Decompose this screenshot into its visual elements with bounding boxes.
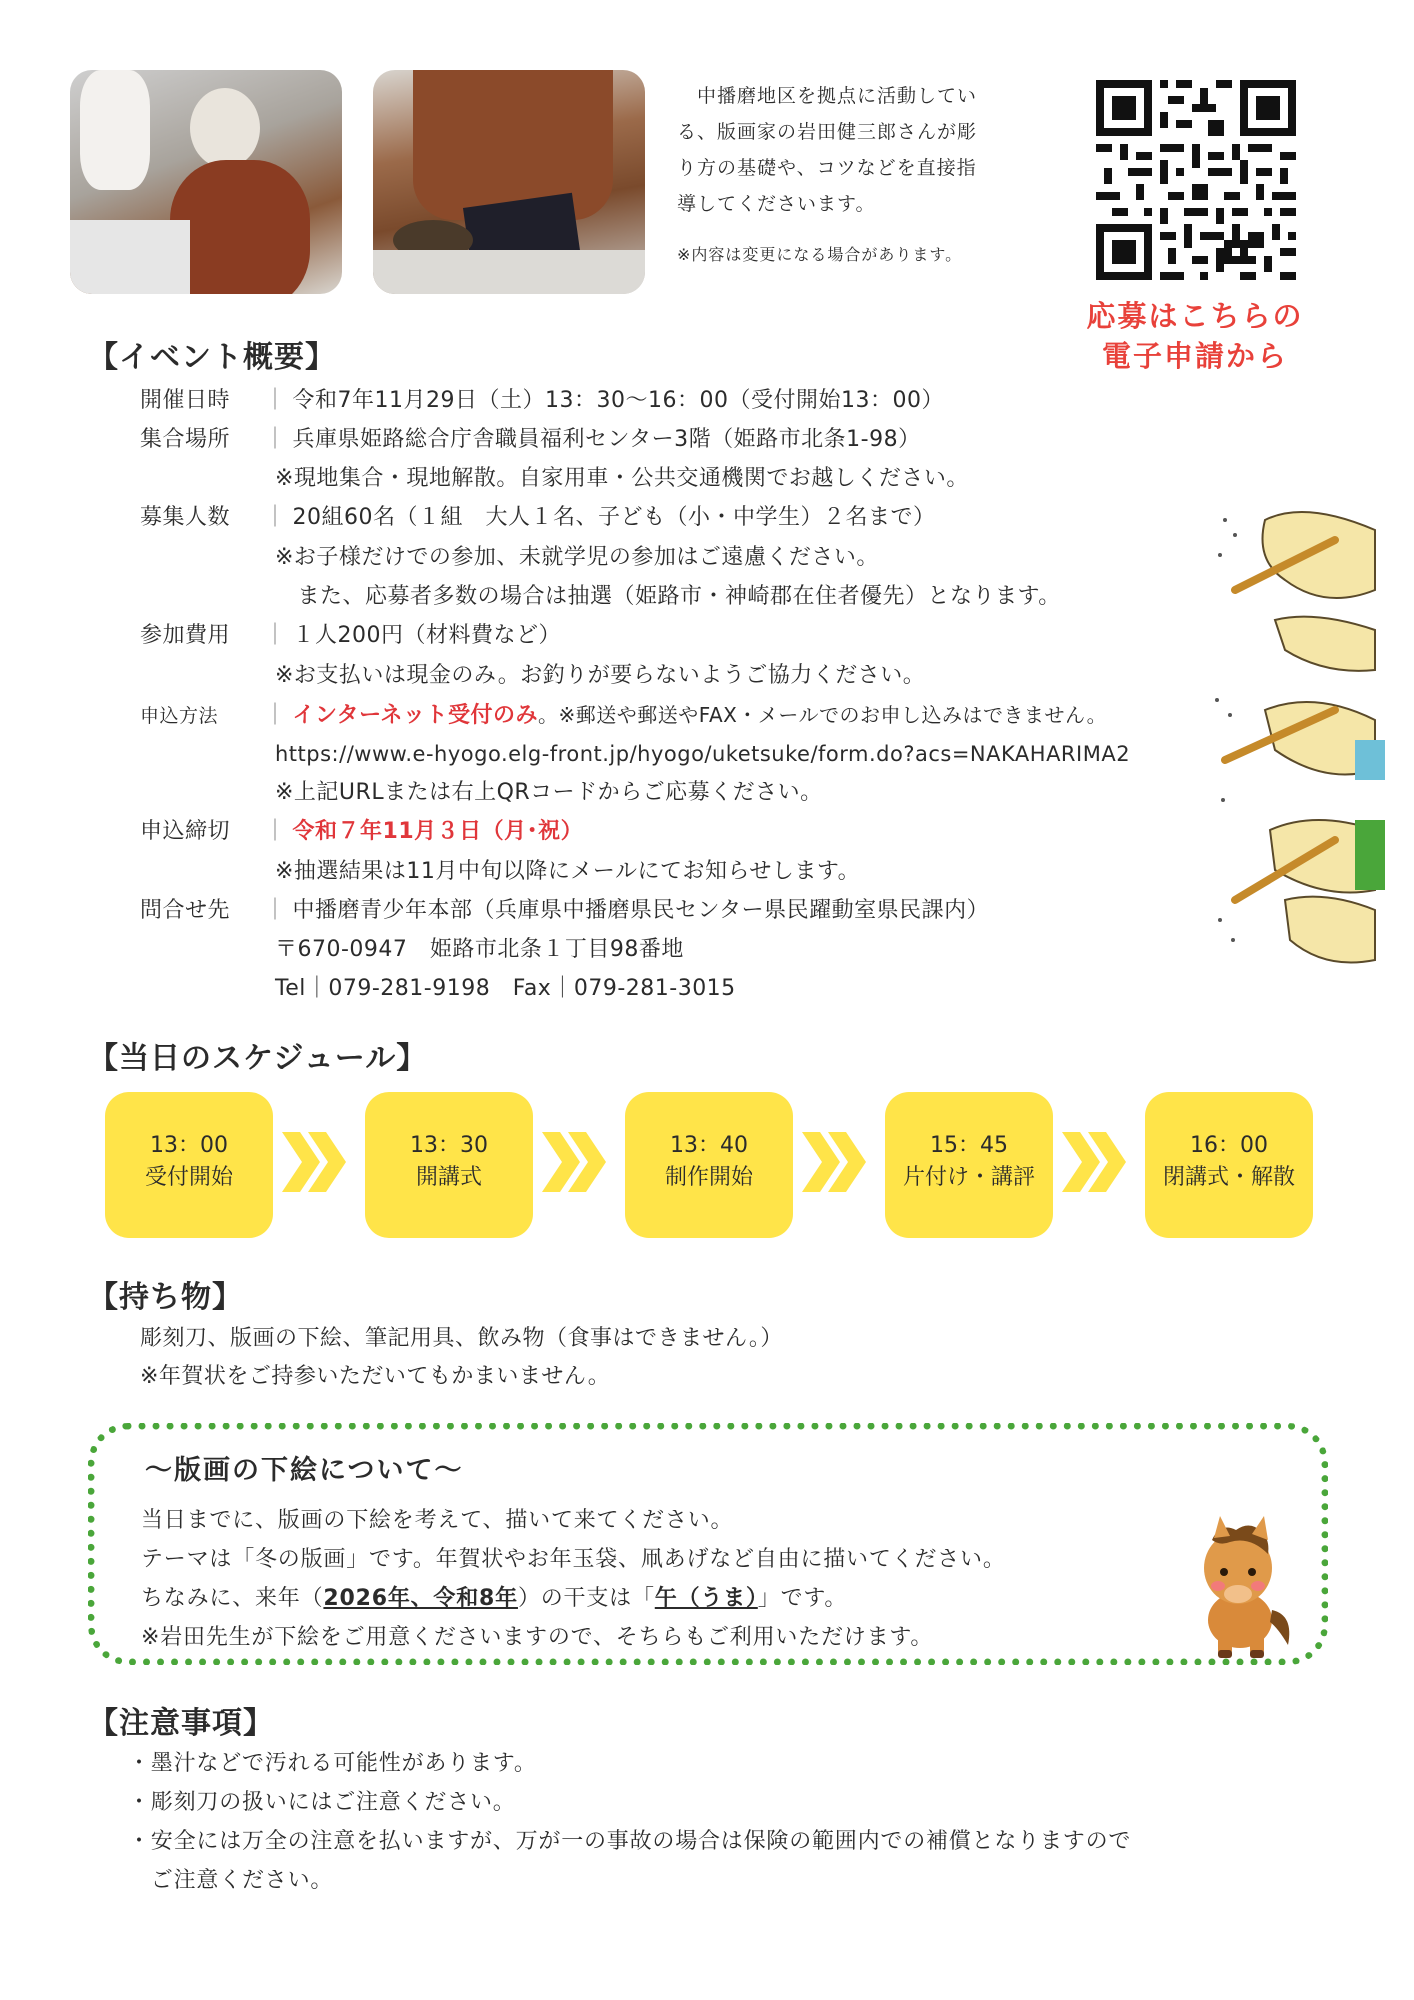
workshop-photo-2 <box>373 70 645 294</box>
event-fee-label: 参加費用 <box>140 623 231 648</box>
separator: ｜ <box>264 623 287 648</box>
schedule-label: 開講式 <box>415 1165 482 1190</box>
apply-cta-line: 応募はこちらの <box>1086 299 1304 333</box>
separator: ｜ <box>264 427 287 452</box>
items-line: ※年賀状をご持参いただいてもかまいません。 <box>140 1364 611 1389</box>
event-overview-title: 【イベント概要】 <box>88 340 336 375</box>
event-contact-value: 中播磨青少年本部（兵庫県中播磨県民センター県民躍動室県民課内） <box>292 898 990 923</box>
chevron-right-icon <box>282 1132 362 1192</box>
event-capacity-note: また、応募者多数の場合は抽選（姫路市・神崎郡在住者優先）となります。 <box>275 584 1061 609</box>
event-deadline-note: ※抽選結果は11月中旬以降にメールにてお知らせします。 <box>275 859 861 884</box>
chevron-right-icon <box>542 1132 622 1192</box>
sketch-info-title: ～版画の下絵について～ <box>145 1455 464 1486</box>
notes-line: ・墨汁などで汚れる可能性があります。 <box>128 1751 537 1776</box>
intro-line: る、版画家の岩田健三郎さんが彫 <box>677 121 978 143</box>
separator: ｜ <box>264 819 287 844</box>
schedule-time: 13：30 <box>410 1133 488 1158</box>
notes-body <box>128 1744 1131 1900</box>
event-contact-phone: Tel｜079-281-9198 Fax｜079-281-3015 <box>275 976 736 1001</box>
intro-line: 中播磨地区を拠点に活動してい <box>677 85 978 107</box>
text-segment: 」です。 <box>757 1586 848 1611</box>
schedule-label: 制作開始 <box>664 1165 753 1190</box>
event-place-row <box>140 425 921 455</box>
schedule-time: 16：00 <box>1190 1133 1268 1158</box>
event-method-label: 申込方法 <box>140 705 219 727</box>
apply-cta-line: 電子申請から <box>1101 339 1288 373</box>
event-contact-address: 〒670-0947 姫路市北条１丁目98番地 <box>275 937 684 962</box>
event-deadline-value: 令和７年11月３日（月･祝） <box>292 819 584 844</box>
event-capacity-label: 募集人数 <box>140 505 231 530</box>
event-capacity-value: 20組60名（１組 大人１名、子ども（小・中学生）２名まで） <box>292 505 936 530</box>
schedule-step <box>625 1092 793 1238</box>
event-date-value: 令和7年11月29日（土）13：30～16：00（受付開始13：00） <box>292 388 944 413</box>
chevron-right-icon <box>802 1132 882 1192</box>
schedule-title: 【当日のスケジュール】 <box>88 1041 428 1076</box>
separator: ｜ <box>264 505 287 530</box>
schedule-label: 片付け・講評 <box>902 1165 1035 1190</box>
chevron-right-icon <box>1062 1132 1142 1192</box>
event-method-row <box>140 700 1107 731</box>
workshop-photo-1 <box>70 70 342 294</box>
schedule-time: 13：40 <box>670 1133 748 1158</box>
event-fee-note: ※お支払いは現金のみ。お釣りが要らないようご協力ください。 <box>275 663 926 688</box>
schedule-label: 閉講式・解散 <box>1162 1165 1295 1190</box>
schedule-time: 13：00 <box>150 1133 228 1158</box>
zodiac-highlight: 午（うま） <box>654 1586 758 1611</box>
separator: ｜ <box>264 703 287 728</box>
schedule-step <box>1145 1092 1313 1238</box>
event-method-value: 。※郵送や郵送やFAX・メールでのお申し込みはできません。 <box>538 703 1108 727</box>
intro-line: 導してくださいます。 <box>677 193 876 215</box>
separator: ｜ <box>264 898 287 923</box>
notes-line: ご注意ください。 <box>128 1868 334 1893</box>
sketch-info-box <box>88 1423 1328 1665</box>
internet-only-notice: インターネット受付のみ <box>292 703 539 728</box>
notes-line: ・安全には万全の注意を払いますが、万が一の事故の場合は保険の範囲内での補償となりますので <box>128 1829 1132 1854</box>
notes-title: 【注意事項】 <box>88 1706 274 1741</box>
event-capacity-note: ※お子様だけでの参加、未就学児の参加はご遠慮ください。 <box>275 545 879 570</box>
event-date-label: 開催日時 <box>140 388 231 413</box>
items-title: 【持ち物】 <box>88 1280 243 1315</box>
event-deadline-row <box>140 817 583 847</box>
intro-text <box>677 78 1047 222</box>
items-body <box>140 1320 783 1396</box>
event-contact-label: 問合せ先 <box>140 898 231 923</box>
application-url-link[interactable]: https://www.e-hyogo.elg-front.jp/hyogo/uketsuke/form.do?acs=NAKAHARIMA2 <box>275 742 1131 766</box>
intro-line: り方の基礎や、コツなどを直接指 <box>677 157 977 179</box>
event-method-note: ※上記URLまたは右上QRコードからご応募ください。 <box>275 780 823 805</box>
event-place-value: 兵庫県姫路総合庁舎職員福利センター3階（姫路市北条1-98） <box>292 427 921 452</box>
intro-note: ※内容は変更になる場合があります。 <box>677 245 963 264</box>
schedule-label: 受付開始 <box>144 1165 233 1190</box>
pony-illustration <box>1190 1510 1300 1660</box>
apply-here-callout <box>1070 296 1320 376</box>
schedule-step <box>365 1092 533 1238</box>
carving-hands-illustration <box>1205 500 1385 980</box>
event-contact-row <box>140 896 989 926</box>
event-capacity-row <box>140 503 936 533</box>
event-fee-value: １人200円（材料費など） <box>292 623 562 648</box>
notes-line: ・彫刻刀の扱いにはご注意ください。 <box>128 1790 516 1815</box>
sketch-info-line: ※岩田先生が下絵をご用意くださいますので、そちらもご利用いただけます。 <box>141 1625 934 1650</box>
items-line: 彫刻刀、版画の下絵、筆記用具、飲み物（食事はできません。） <box>140 1326 783 1351</box>
schedule-time: 15：45 <box>930 1133 1008 1158</box>
sketch-info-line: 当日までに、版画の下絵を考えて、描いて来てください。 <box>141 1508 734 1533</box>
event-fee-row <box>140 621 561 651</box>
event-place-label: 集合場所 <box>140 427 231 452</box>
sketch-info-line <box>141 1584 847 1614</box>
event-deadline-label: 申込締切 <box>140 819 231 844</box>
schedule-step <box>885 1092 1053 1238</box>
text-segment: ）の干支は「 <box>517 1586 655 1611</box>
sketch-info-line: テーマは「冬の版画」です。年賀状やお年玉袋、凧あげなど自由に描いてください。 <box>141 1547 1006 1572</box>
text-segment: ちなみに、来年（ <box>141 1586 324 1611</box>
schedule-step <box>105 1092 273 1238</box>
qr-code-icon[interactable] <box>1096 80 1296 280</box>
event-place-note: ※現地集合・現地解散。自家用車・公共交通機関でお越しください。 <box>275 466 969 491</box>
separator: ｜ <box>264 388 287 413</box>
event-date-row <box>140 386 944 416</box>
year-highlight: 2026年、令和8年 <box>323 1586 518 1611</box>
